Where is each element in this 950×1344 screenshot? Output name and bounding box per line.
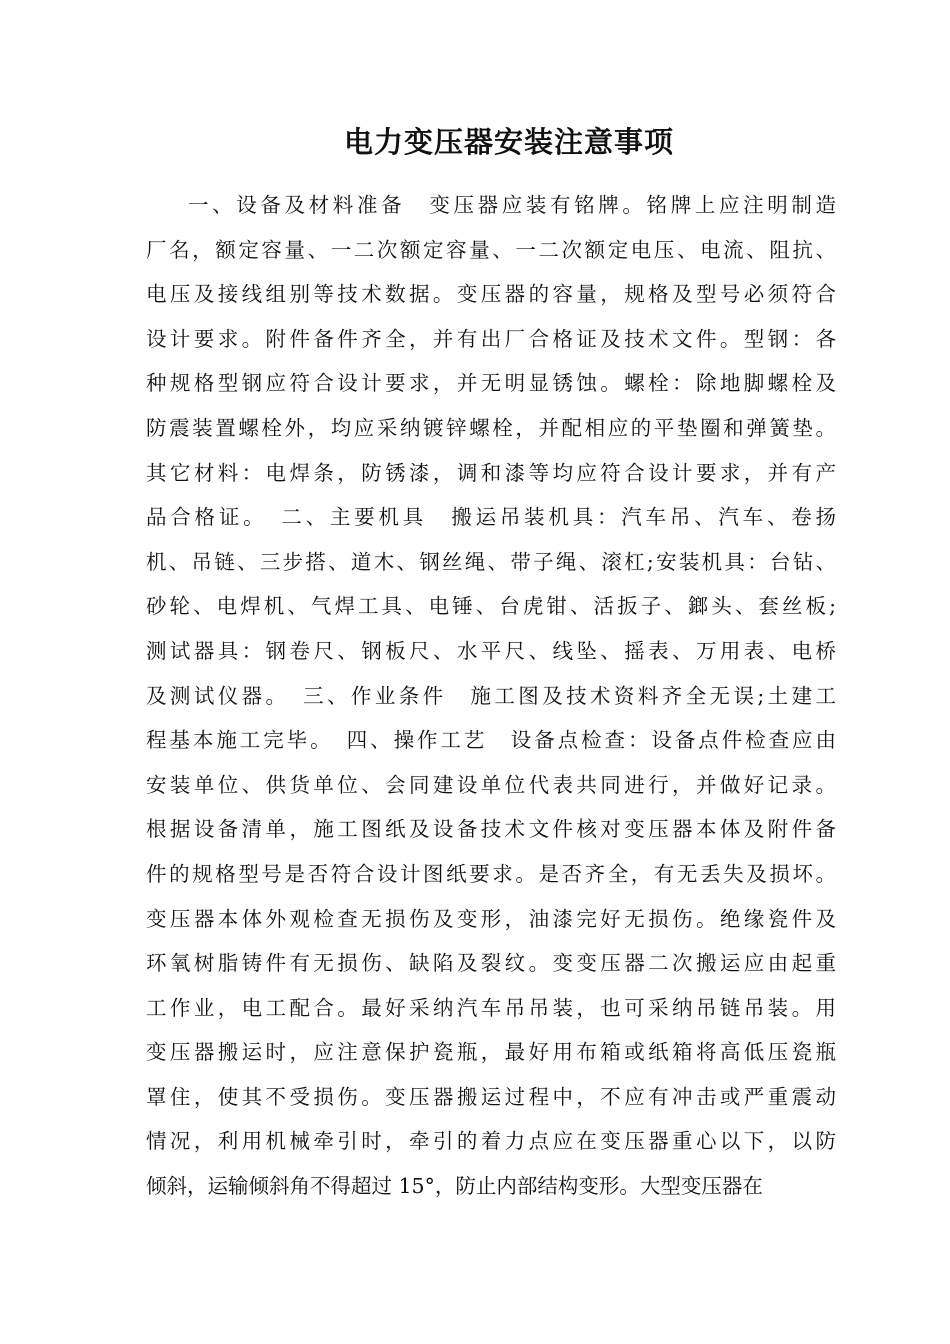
body-line: 安装单位、供货单位、会同建设单位代表共同进行，并做好记录。	[146, 772, 836, 797]
body-line: 砂轮、电焊机、气焊工具、电锤、台虎钳、活扳子、鎯头、套丝板;	[146, 594, 836, 619]
document-title: 电力变压器安装注意事项	[343, 125, 674, 159]
body-line: 程基本施工完毕。 四、操作工艺 设备点检查：设备点件检查应由	[146, 728, 836, 753]
body-line: 厂名，额定容量、一二次额定容量、一二次额定电压、电流、阻抗、	[146, 237, 836, 262]
body-line: 倾斜，运输倾斜角不得超过 15°，防止内部结构变形。大型变压器在	[146, 1174, 763, 1199]
body-line: 变压器搬运时，应注意保护瓷瓶，最好用布箱或纸箱将高低压瓷瓶	[146, 1040, 836, 1065]
body-line: 工作业，电工配合。最好采纳汽车吊吊装，也可采纳吊链吊装。用	[146, 995, 836, 1020]
body-line: 一、设备及材料准备 变压器应装有铭牌。铭牌上应注明制造	[188, 193, 836, 217]
body-line: 及测试仪器。 三、作业条件 施工图及技术资料齐全无误;土建工	[146, 683, 836, 708]
body-line: 环氧树脂铸件有无损伤、缺陷及裂纹。变变压器二次搬运应由起重	[146, 951, 836, 976]
body-line: 机、吊链、三步搭、道木、钢丝绳、带子绳、滚杠;安装机具：台钻、	[146, 549, 836, 574]
body-line: 设计要求。附件备件齐全，并有出厂合格证及技术文件。型钢：各	[146, 326, 836, 351]
body-line: 件的规格型号是否符合设计图纸要求。是否齐全，有无丢失及损坏。	[146, 861, 836, 886]
body-line: 罩住，使其不受损伤。变压器搬运过程中，不应有冲击或严重震动	[146, 1084, 836, 1109]
body-line: 种规格型钢应符合设计要求，并无明显锈蚀。螺栓：除地脚螺栓及	[146, 371, 836, 396]
body-line: 电压及接线组别等技术数据。变压器的容量，规格及型号必须符合	[146, 282, 836, 307]
body-line: 其它材料：电焊条，防锈漆，调和漆等均应符合设计要求，并有产	[146, 460, 836, 485]
body-line: 根据设备清单，施工图纸及设备技术文件核对变压器本体及附件备	[146, 817, 836, 842]
body-line: 情况，利用机械牵引时，牵引的着力点应在变压器重心以下，以防	[146, 1129, 836, 1154]
body-line: 变压器本体外观检查无损伤及变形，油漆完好无损伤。绝缘瓷件及	[146, 906, 836, 931]
document-body	[146, 183, 836, 1209]
body-line: 防震装置螺栓外，均应采纳镀锌螺栓，并配相应的平垫圈和弹簧垫。	[146, 415, 836, 440]
body-line: 测试器具：钢卷尺、钢板尺、水平尺、线坠、摇表、万用表、电桥	[146, 638, 836, 663]
body-line: 品合格证。 二、主要机具 搬运吊装机具：汽车吊、汽车、卷扬	[146, 505, 836, 530]
